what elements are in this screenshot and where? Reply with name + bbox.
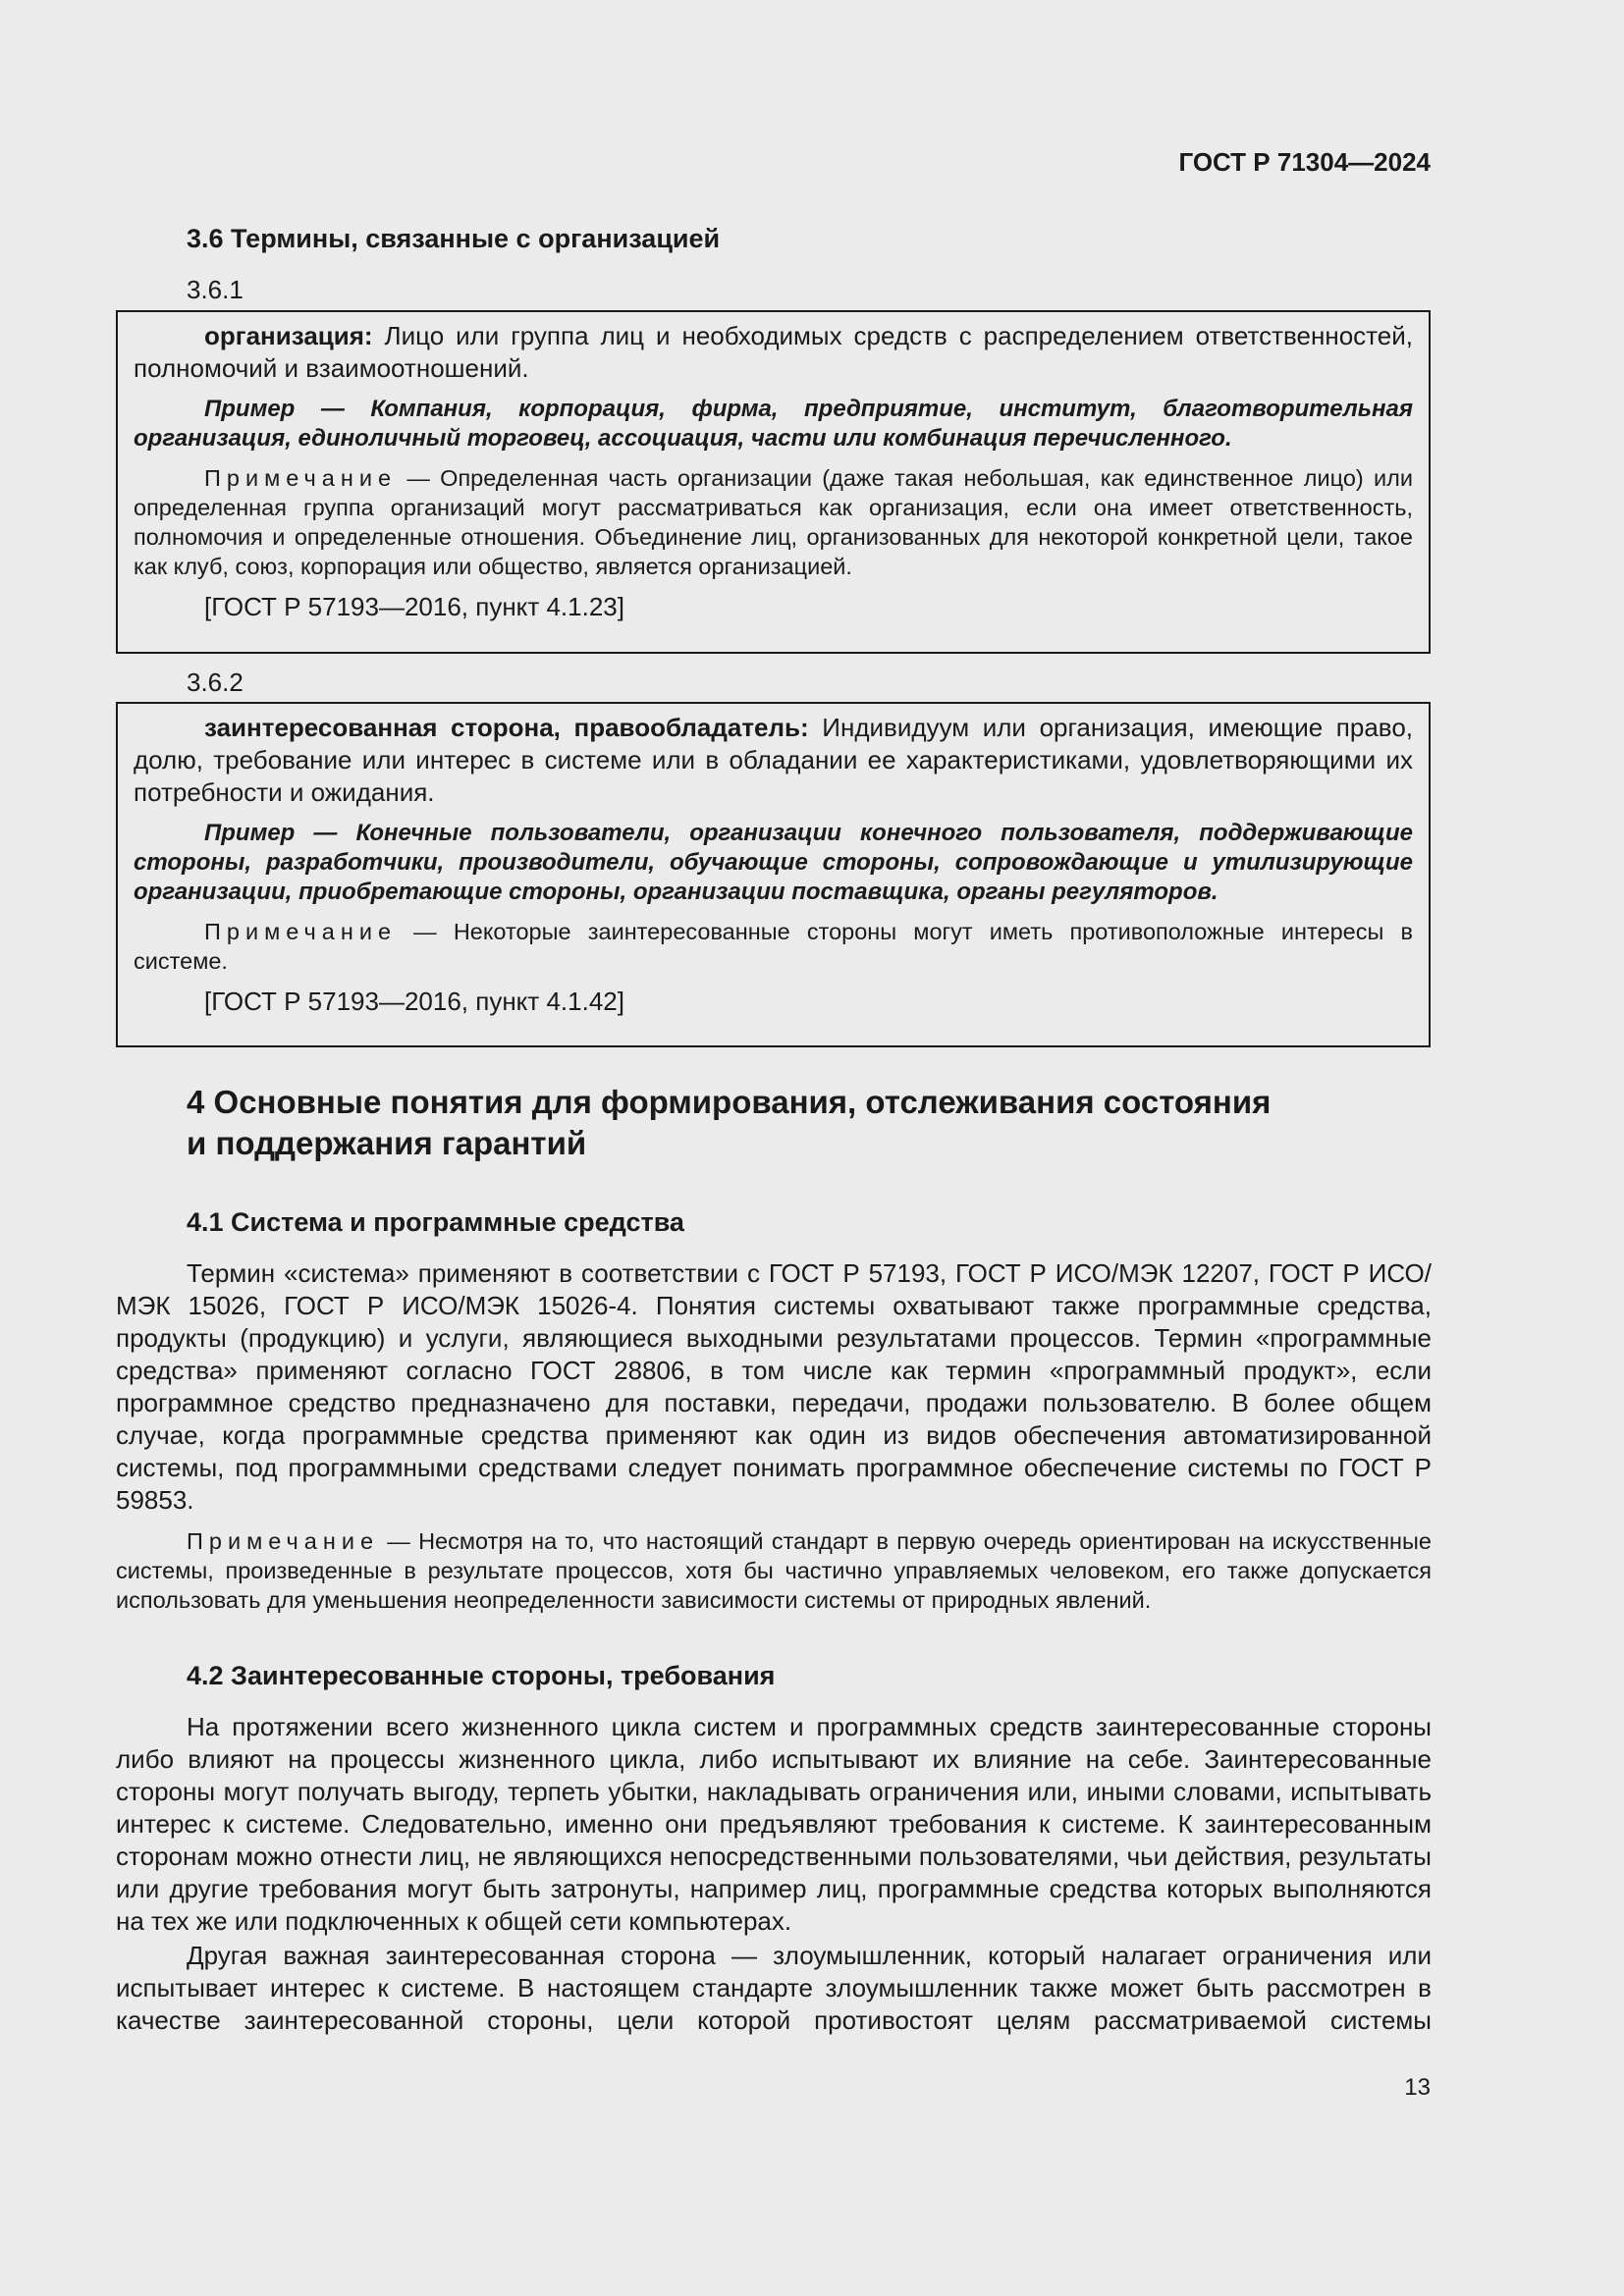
section-4-2-wrap xyxy=(116,1661,1432,2037)
section-4-1-title: 4.1 Система и программные средства xyxy=(187,1207,684,1237)
section-4-title-line2: и поддержания гарантий xyxy=(187,1125,587,1161)
term-3-6-2-number-wrap xyxy=(116,667,1432,698)
term-3-6-2-note-text: — Некоторые заинтересованные стороны могут иметь противоположные интересы в системе. xyxy=(134,919,1413,974)
section-4-2-paragraph-2: Другая важная заинтересованная сторона — злоумышленник, который налагает ограничения или испытывает интерес к системе. В настоящем стандарте злоумышленник также может быть рассмотрен в качестве заинтересованной стороны, цели которой противостоят целям рассматриваемой системы xyxy=(116,1941,1432,2035)
term-3-6-1-note-text: — Определенная часть организации (даже такая небольшая, как единственное лицо) или определенная группа организаций могут рассматриваться как организация, если она имеет ответственность, полномочия и определенные отношения. Объединение лиц, организованных для некоторой конкретной цели, такое как клуб, союз, корпорация или общество, является организацией. xyxy=(134,465,1413,579)
section-4-heading-wrap xyxy=(116,1082,1432,1164)
document-code-header: ГОСТ Р 71304—2024 xyxy=(1178,147,1431,177)
term-3-6-2-number: 3.6.2 xyxy=(187,667,244,697)
section-4-1-wrap xyxy=(116,1207,1432,1615)
term-3-6-2-definition-para xyxy=(134,712,1413,809)
note-label: Примечание xyxy=(204,919,398,944)
term-3-6-1-note xyxy=(134,463,1413,581)
section-4-2-paragraph-1: На протяжении всего жизненного цикла систем и программных средств заинтересованные стороны либо влияют на процессы жизненного цикла, либо испытывают их влияние на себе. Заинтересованные стороны могут получать выгоду, терпеть убытки, накладывать ограничения или, иными словами, испытывать интерес к системе. Следовательно, именно они предъявляют требования к системе. К заинтересованным сторонам можно отнести лиц, не являющихся непосредственными пользователями, чьи действия, результаты или другие требования могут быть затронуты, например лиц, программные средства которых выполняются на тех же или подключенных к общей сети компьютерах. xyxy=(116,1712,1432,1936)
section-3-6-heading-wrap xyxy=(116,224,1432,254)
section-3-6-title: 3.6 Термины, связанные с организацией xyxy=(187,224,721,253)
term-3-6-1-number-wrap xyxy=(116,275,1432,305)
term-3-6-2-note xyxy=(134,917,1413,976)
term-3-6-1-example: Пример — Компания, корпорация, фирма, предприятие, институт, благотворительная организация, единоличный торговец, ассоциация, части или комбинация перечисленного. xyxy=(134,396,1413,452)
section-4-2-title: 4.2 Заинтересованные стороны, требования xyxy=(187,1661,776,1690)
note-label: Примечание xyxy=(187,1528,380,1554)
term-3-6-1-term: организация: xyxy=(204,321,373,350)
section-4-1-paragraph: Термин «система» применяют в соответствии с ГОСТ Р 57193, ГОСТ Р ИСО/МЭК 12207, ГОСТ Р ИСО/МЭК 15026, ГОСТ Р ИСО/МЭК 15026-4. Понятия системы охватывают также программные средства, продукты (продукцию) и услуги, являющиеся выходными результатами процессов. Термин «программные средства» применяют согласно ГОСТ 28806, в том числе как термин «программный продукт», если программное средство предназначено для поставки, передачи, продажи пользователю. В более общем случае, когда программные средства применяют как один из видов обеспечения автоматизированной системы, под программными средствами следует понимать программное обеспечение системы по ГОСТ Р 59853. xyxy=(116,1258,1432,1515)
term-3-6-2-example: Пример — Конечные пользователи, организации конечного пользователя, поддерживающие стороны, разработчики, производители, обучающие стороны, сопровождающие и утилизирующие организации, приобретающие стороны, организации поставщика, органы регуляторов. xyxy=(134,820,1413,905)
section-4-1-note-text: — Несмотря на то, что настоящий стандарт в первую очередь ориентирован на искусственные системы, произведенные в результате процессов, хотя бы частично управляемых человеком, его также допускается использовать для уменьшения неопределенности зависимости системы от природных явлений. xyxy=(116,1528,1432,1613)
term-box-3-6-2 xyxy=(116,702,1431,1047)
page-number: 13 xyxy=(1404,2074,1431,2101)
term-box-3-6-1 xyxy=(116,310,1431,654)
term-3-6-1-number: 3.6.1 xyxy=(187,275,244,304)
term-3-6-2-definition: Индивидуум или организация, имеющие право, долю, требование или интерес в системе или в обладании ее характеристиками, удовлетворяющими их потребности и ожидания. xyxy=(134,713,1413,807)
note-label: Примечание xyxy=(204,465,398,491)
section-4-1-note xyxy=(116,1526,1432,1615)
term-3-6-1-source: [ГОСТ Р 57193—2016, пункт 4.1.23] xyxy=(204,592,624,621)
term-3-6-2-source: [ГОСТ Р 57193—2016, пункт 4.1.42] xyxy=(204,987,624,1016)
term-3-6-2-term: заинтересованная сторона, правообладатель: xyxy=(204,713,809,742)
section-4-title-line1: 4 Основные понятия для формирования, отслеживания состояния xyxy=(187,1084,1272,1120)
term-3-6-1-definition: Лицо или группа лиц и необходимых средств с распределением ответственностей, полномочий и взаимоотношений. xyxy=(134,321,1413,383)
term-3-6-1-definition-para xyxy=(134,320,1413,385)
